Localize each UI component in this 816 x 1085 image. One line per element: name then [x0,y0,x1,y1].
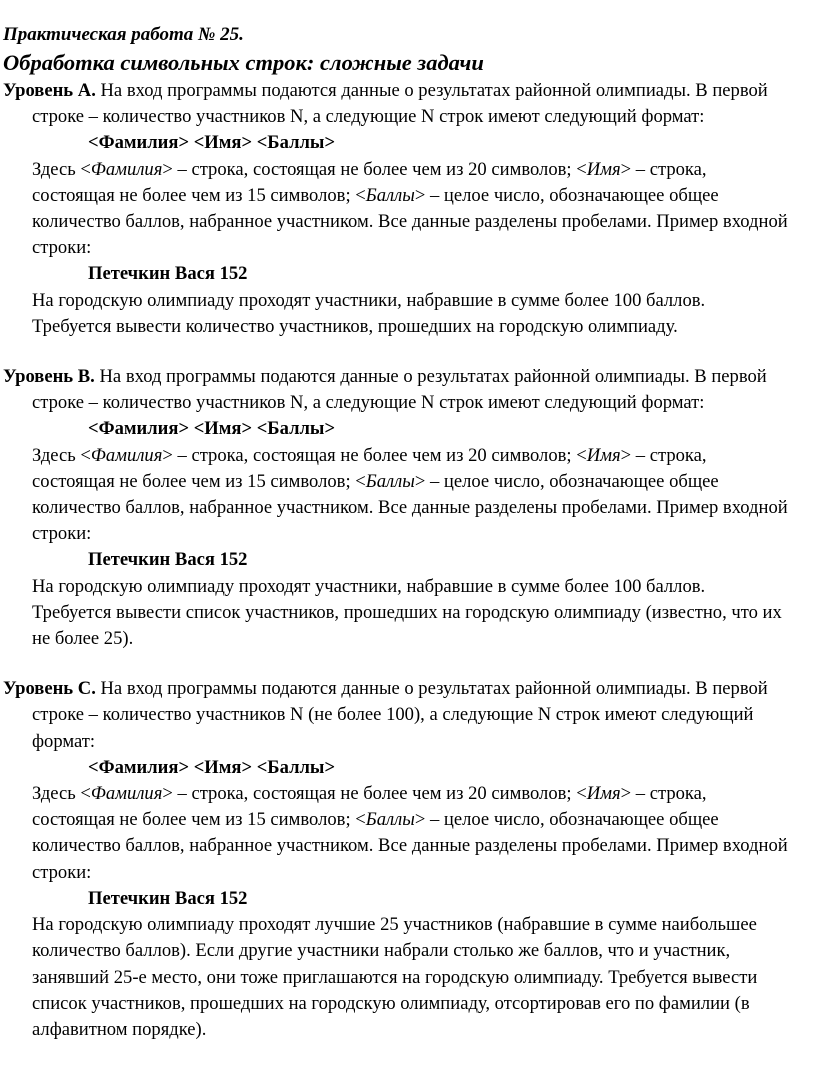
desc-text: > – целое число, обозначающее общее [414,470,719,492]
desc-text: Здесь < [32,783,91,805]
desc-text: > – строка, [620,158,707,180]
desc-italic-name: Имя [586,158,621,180]
level-b-intro: На вход программы подаются данные о результатах районной олимпиады. В первой [94,366,767,388]
desc-italic-score: Баллы [365,809,415,831]
desc-text: > – строка, состоящая не более чем из 20 символов; < [162,444,587,466]
desc-italic-score: Баллы [365,470,415,492]
level-a-desc2 [3,183,812,209]
desc-text: Здесь < [32,158,91,180]
level-c-desc2 [3,807,812,833]
level-b-intro-line [3,364,812,390]
level-a-desc1 [3,157,812,183]
level-a-intro2: строке – количество участников N, а следующие N строк имеют следующий формат: [32,106,705,128]
desc-text: состоящая не более чем из 15 символов; < [32,184,366,206]
level-a-label: Уровень A. [3,80,96,101]
level-c-desc3: количество баллов, набранное участником. Все данные разделены пробелами. Пример входной [32,835,788,857]
level-a-section [3,78,812,340]
level-b-section [3,364,812,652]
desc-text: > – целое число, обозначающее общее [414,809,719,831]
desc-text: > – строка, [620,444,707,466]
level-c-task-line: алфавитном порядке). [32,1018,207,1040]
level-b-desc3: количество баллов, набранное участником. Все данные разделены пробелами. Пример входной [32,497,788,519]
level-a-task-line: На городскую олимпиаду проходят участники, набравшие в сумме более 100 баллов. [32,289,706,311]
level-c-intro3: формат: [32,730,96,752]
desc-italic-score: Баллы [365,184,415,206]
level-c-intro-line [3,676,812,702]
desc-italic-surname: Фамилия [90,783,163,805]
desc-text: > – строка, состоящая не более чем из 20 символов; < [162,783,587,805]
desc-text: состоящая не более чем из 15 символов; < [32,470,366,492]
level-a-task-line: Требуется вывести количество участников, прошедших на городскую олимпиаду. [32,315,678,337]
level-c-format: <Фамилия> <Имя> <Баллы> [88,756,336,778]
level-c-desc4: строки: [32,861,92,883]
desc-text: состоящая не более чем из 15 символов; < [32,809,366,831]
level-c-example: Петечкин Вася 152 [88,887,248,909]
level-b-label: Уровень B. [3,366,95,388]
level-b-example: Петечкин Вася 152 [88,549,248,571]
level-a-format: <Фамилия> <Имя> <Баллы> [88,132,336,154]
level-b-desc1 [3,443,812,469]
desc-italic-surname: Фамилия [90,444,163,466]
level-c-task-line: количество баллов). Если другие участники набрали столько же баллов, что и участник, [32,940,731,962]
level-c-intro: На вход программы подаются данные о результатах районной олимпиады. В первой [95,678,768,700]
level-a-intro-line [3,78,812,104]
level-b-desc2 [3,469,812,495]
level-b-format: <Фамилия> <Имя> <Баллы> [88,418,336,440]
level-b-task-line: Требуется вывести список участников, прошедших на городскую олимпиаду (известно, что их [32,601,782,623]
desc-text: > – строка, [620,783,707,805]
level-c-task-line: занявший 25-е место, они тоже приглашаются на городскую олимпиаду. Требуется вывести [32,966,758,988]
desc-text: Здесь < [32,444,91,466]
level-a-intro: На вход программы подаются данные о результатах районной олимпиады. В первой [95,80,768,101]
desc-italic-surname: Фамилия [90,158,163,180]
desc-italic-name: Имя [586,444,621,466]
level-b-desc4: строки: [32,523,92,545]
level-a-example: Петечкин Вася 152 [88,263,248,285]
level-c-label: Уровень C. [3,678,96,700]
level-b-intro2: строке – количество участников N, а следующие N строк имеют следующий формат: [32,392,705,414]
level-c-task-line: список участников, прошедших на городскую олимпиаду, отсортировав его по фамилии (в [32,992,750,1014]
level-a-desc4: строки: [32,237,92,259]
level-c-intro2: строке – количество участников N (не более 100), а следующие N строк имеют следующий [32,704,754,726]
level-b-task-line: не более 25). [32,628,134,650]
level-c-task-line: На городскую олимпиаду проходят лучшие 25 участников (набравшие в сумме наибольшее [32,914,757,936]
page-subtitle: Обработка символьных строк: сложные задачи [3,50,484,75]
desc-text: > – строка, состоящая не более чем из 20 символов; < [162,158,587,180]
page-title: Практическая работа № 25. [3,24,244,45]
level-c-section [3,676,812,1043]
desc-text: > – целое число, обозначающее общее [414,184,719,206]
level-b-task-line: На городскую олимпиаду проходят участники, набравшие в сумме более 100 баллов. [32,575,706,597]
level-a-desc3: количество баллов, набранное участником. Все данные разделены пробелами. Пример входной [32,211,788,233]
level-c-desc1 [3,781,812,807]
desc-italic-name: Имя [586,783,621,805]
